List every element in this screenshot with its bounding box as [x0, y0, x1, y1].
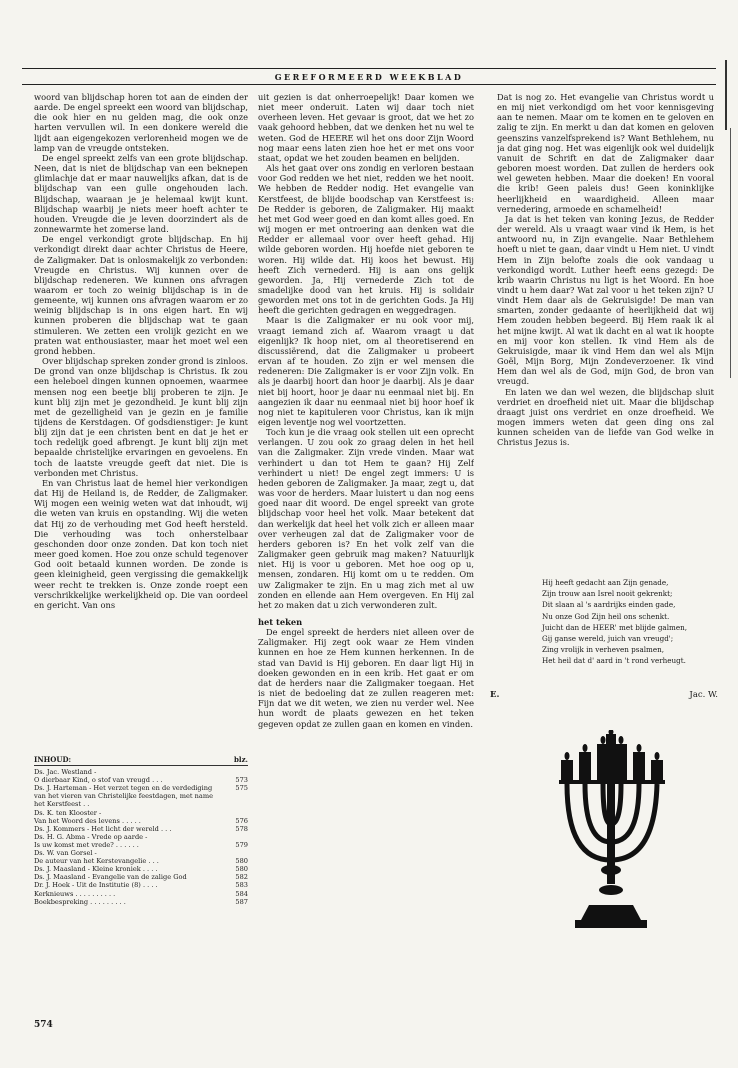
col1-paragraph: De engel verkondigt grote blijdschap. En hij verkondigt direkt daar achter Christus de Heere, de Zaligmaker. Dat is onlosmakelijk zo verbonden: Vreugde en Christus. Wij kunnen over de blijdschap redeneren. We kunnen ons afvragen waarom er toch zo weinig blijdschap is in de gemeente, wij kunnen ons afvragen waarom er zo weinig blijdschap is in ons eigen hart. En wij kunnen proberen die blijdschap wat te gaan stimuleren. We zetten een vrolijk gezicht en we praten wat enthousiaster, maar het moet wel een grond hebben. [34, 234, 248, 356]
margin-rule [730, 128, 731, 378]
toc-entry-page: 582 [235, 873, 248, 882]
toc-entry [34, 881, 248, 889]
running-header: GEREFORMEERD WEEKBLAD [274, 72, 464, 82]
candle-1 [561, 760, 573, 780]
toc-entry-title: Boekbespreking . . . . . . . . . [34, 897, 126, 906]
col2-paragraph: uit gezien is dat onherroepelijk! Daar komen we niet meer onderuit. Laten wij daar toch niet overheen leven. Het gevaar is groot, dat we het zo vaak gehoord hebben, dat we denken het nu wel te weten. God de HEERE wil het ons door Zijn Woord nog maar eens laten zien hoe het er met ons voor staat, opdat we het zouden beamen en belijden. [258, 92, 474, 163]
col3-paragraph: Dat is nog zo. Het evangelie van Christus wordt u en mij niet verkondigd om het voor kennisgeving aan te nemen. Maar om te komen en te geloven en zalig te zijn. En merkt u dan dat komen en geloven geenszins vanzelfsprekend is? Want Bethlehem, nu ja dat ging nog. Het was eigenlijk ook wel duidelijk vanuit de Schrift en dat de Zaligmaker daar geboren moest worden. Dat zullen de herders ook wel geweten hebben. Maar die doeken! En vooral die krib! Geen paleis dus! Geen koninklijke heerlijkheid en waardigheid. Alleen maar vernedering, armoede en schamelheid! [497, 92, 714, 214]
candle-4 [615, 744, 627, 780]
toc-entry-page [230, 809, 248, 817]
toc-entry-title: Van het Woord des levens . . . . . [34, 816, 141, 825]
candle-6 [651, 760, 663, 780]
column-left [34, 92, 248, 728]
toc-entry-title: Ds. J. Maasland - Evangelie van de zalige God [34, 873, 187, 882]
toc-entry-page: 580 [235, 857, 248, 866]
toc-entry [34, 857, 248, 865]
toc-entry [34, 784, 248, 808]
toc-entry-title: O dierbaar Kind, o stof van vreugd . . . [34, 776, 163, 785]
toc-entry-title: Ds. J. Maasland - Kleine kroniek . . . . [34, 865, 158, 874]
toc-entry [34, 841, 248, 849]
poem-line: Het heil dat d' aard in 't rond verheugt. [542, 656, 686, 666]
author-initials: Jac. W. [689, 690, 718, 700]
toc-entry [34, 873, 248, 881]
toc-entry [34, 809, 248, 817]
col3-paragraph: En laten we dan wel wezen, die blijdschap sluit verdriet en droefheid niet uit. Maar die blijdschap draagt juist ons verdriet en onze droefheid. We mogen immers weten dat geen ding ons zal kunnen scheiden van de liefde van God welke in Christus Jezus is. [497, 386, 714, 448]
toc-entry [34, 865, 248, 873]
toc-heading: INHOUD: [34, 755, 72, 764]
end-mark: E. [490, 690, 500, 700]
toc-entry-page: 579 [235, 840, 248, 849]
toc-entry-title: Ds. H. G. Abma - Vrede op aarde - [34, 832, 148, 841]
toc-entry-page: 583 [235, 881, 248, 890]
column-middle [258, 92, 474, 852]
toc-entry-title: Ds. K. ten Klooster - [34, 808, 102, 817]
col1-paragraph: woord van blijdschap horen tot aan de einden der aarde. De engel spreekt een woord van blijdschap, die ook hier en nu gelden mag, die ook onze harten vervullen wil. In een donkere wereld die lijdt aan eigengekozen verlorenheid mogen we de lamp van de vreugde ontsteken. [34, 92, 248, 153]
article-signature [490, 690, 718, 700]
toc-entry-title: De auteur van het Kerstevangelie . . . [34, 857, 159, 866]
toc-entry-page: 573 [235, 776, 248, 785]
candle-center [606, 734, 616, 780]
toc-entries [34, 768, 248, 906]
toc-entry-title: Dr. J. Hoek - Uit de Institutie (8) . . . . [34, 881, 158, 890]
toc-entry [34, 825, 248, 833]
subheading-het-teken: het teken [258, 616, 303, 627]
poem-line: Juicht dan de HEER' met blijde galmen, [542, 622, 687, 632]
psalm-verse [542, 577, 687, 667]
col3-paragraph: Ja dat is het teken van koning Jezus, de Redder der wereld. Als u vraagt waar vind ik Hem, is het antwoord nu, in Zijn evangelie. Naar Bethlehem hoeft u niet te gaan, daar vindt u Hem niet. U vindt Hem in Zijn belofte zoals die ook vandaag u verkondigd wordt. Luther heeft eens gezegd: De krib waarin Christus nu ligt is het Woord. En hoe vindt u hem daar? Wat zal voor u het teken zijn? U vindt Hem daar als de Gekruisigde! De man van smarten, zonder gedaante of heerlijkheid dat wij Hem zouden hebben begeerd. Bij Hem raak ik al het mijne kwijt. Al wat ik dacht en al wat ik hoopte en mij voor kon stellen. Ik vind Hem als de Gekruisigde, maar ik vind Hem dan wel als Mijn Goël, Mijn Borg, Mijn Zondeverzoener. Ik vind Hem dan wel als de God, mijn God, de bron van vreugd. [497, 213, 714, 387]
toc-entry [34, 849, 248, 857]
header-top-rule [22, 68, 716, 69]
col2-paragraph: Als het gaat over ons zondig en verloren bestaan voor God redden we het niet, redden we het nooit. We hebben de Redder nodig. Het evangelie van Kerstfeest, de blijde boodschap van Kerstfeest is: De Redder is geboren, de Zaligmaker. Hij maakt het met God weer goed en dan komt alles goed. En wij mogen er met ontroering aan denken wat die Redder er allemaal voor over heeft gehad. Hij wilde geboren worden. Hij hoefde niet geboren te woren. Hij wilde dat. Hij koos het bewust. Hij heeft Zich vernederd. Hij is aan ons gelijk geworden. Ja, Hij vernederde Zich tot de smadelijke dood van het kruis. Hij is solidair geworden met ons tot in de gerichten Gods. Ja Hij heeft die gerichten gedragen en weggedragen. [258, 163, 474, 316]
toc-entry [34, 768, 248, 776]
toc-entry-page: 576 [235, 816, 248, 825]
header-bottom-rule [22, 84, 716, 85]
toc-entry [34, 890, 248, 898]
poem-line: Dit slaan al 's aardrijks einden gade, [542, 600, 676, 610]
toc-entry [34, 898, 248, 906]
toc-entry-page: 580 [235, 865, 248, 874]
col1-paragraph: En van Christus laat de hemel hier verkondigen dat Hij de Heiland is, de Redder, de Zaligmaker. Wij mogen een weinig weten wat dat inhoudt, wij die weten van kruis en opstanding. Wij die weten dat Hij zo de verhouding met God heeft hersteld. Die verhouding was toch onherstelbaar geschonden door onze zonden. Dat kon toch niet meer goed komen. Hoe zou onze schuld tegenover God ooit betaald kunnen worden. De zonde is geen kleinigheid, geen vergissing die gemakkelijk weer recht te trekken is. Onze zonde roept een verschrikkelijke werkelijkheid op. Die van oordeel en gericht. Van ons [34, 477, 248, 610]
col2-paragraph: Toch kun je die vraag ook stellen uit een oprecht verlangen. U zou ook zo graag delen in het heil van die Zaligmaker. Zijn vrede vinden. Maar wat verhindert u dan tot Hem te gaan? Hij Zelf verhindert u niet! De engel zegt immers: U is heden geboren de Zaligmaker. Ja maar, zegt u, dat was voor de herders. Maar luistert u dan nog eens goed naar dit woord. De engel spreekt van grote blijdschap voor heel het volk. Maar betekent dat dan werkelijk dat heel het volk zich er alleen maar over verheugen zal dat de Zaligmaker voor de herders geboren is? En het volk zelf van die Zaligmaker geen gebruik mag maken? Natuurlijk niet. Hij is voor u geboren. Met hoe oog op u, mensen, zondaren. Hij komt om u te redden. Om uw Zaligmaker te zijn. En u mag zich met al uw zonden en ellende aan Hem overgeven. En Hij zal het zo maken dat u zich verwonderen zult. [258, 427, 474, 610]
table-of-contents [34, 756, 248, 906]
col2-paragraph: Maar is die Zaligmaker er nu ook voor mij, vraagt iemand zich af. Waarom vraagt u dat eigenlijk? Ik hoop niet, om al theoretiserend en discussiërend, dat die Zaligmaker u probeert ervan af te houden. Zo zijn er wel mensen die redeneren: Die Zaligmaker is er voor Zijn volk. En als je daarbij hoort dan hoor je daarbij. Als je daar niet bij hoort, hoor je daar nu eenmaal niet bij. En aangezien ik daar nu eenmaal niet bij hoor hoef ik nog niet te kapituleren voor Christus, kan ik mijn eigen leventje nog wel voortzetten. [258, 315, 474, 427]
toc-entry-page: 584 [235, 889, 248, 898]
column-right [497, 92, 714, 567]
poem-line: Zijn trouw aan Isrel nooit gekrenkt; [542, 589, 673, 599]
candle-5 [633, 752, 645, 780]
toc-entry-title: Ds. J. Harteman - Het verzet tegen en de verdediging van het vieren van Christelijke feestdagen, met name het Kerstfeest . . [34, 784, 213, 809]
toc-entry-page [230, 768, 248, 776]
toc-entry-title: Ds. Jac. Westland - [34, 768, 97, 777]
toc-entry-title: Ds. J. Kommers - Het licht der wereld . . . [34, 824, 172, 833]
page-number: 574 [34, 1020, 53, 1030]
poem-line: Hij heeft gedacht aan Zijn genade, [542, 578, 669, 587]
toc-entry [34, 776, 248, 784]
toc-entry-page: 575 [235, 784, 248, 793]
col1-paragraph: Over blijdschap spreken zonder grond is zinloos. De grond van onze blijdschap is Christus. Ik zou een heleboel dingen kunnen opnoemen, waarmee mensen nog een beetje blij proberen te zijn. Je kunt blij zijn met je gezondheid. Je kunt blij zijn met de gezelligheid van je gezin en je familie tijdens de Kerstdagen. Of godsdienstiger: Je kunt blij zijn dat je een christen bent en dat je het er toch redelijk goed afbrengt. Je kunt blij zijn met bepaalde christelijke ervaringen en gevoelens. En toch de laatste vreugde geeft dat niet. Die is verbonden met Christus. [34, 356, 248, 478]
toc-entry [34, 817, 248, 825]
poem-line: Nu onze God Zijn heil ons schenkt. [542, 611, 670, 621]
toc-page-label: blz. [234, 755, 248, 764]
toc-entry-title: Ds. W. van Gorsel - [34, 849, 97, 858]
poem-line: Gij ganse wereld, juich van vreugd'; [542, 634, 674, 644]
toc-entry-title: Kerknieuws . . . . . . . . . . [34, 889, 116, 898]
toc-entry [34, 833, 248, 841]
toc-entry-page: 578 [235, 824, 248, 833]
col2-paragraph: De engel spreekt de herders niet alleen over de Zaligmaker. Hij zegt ook waar ze Hem vinden kunnen en hoe ze Hem kunnen herkennen. In de stad van David is Hij geboren. En daar ligt Hij in doeken gewonden en in een krib. Het gaat er om dat de herders naar die Zaligmaker toegaan. Het is niet de bedoeling dat ze zullen reageren met: Fijn dat we dit weten, we zien nu verder wel. Nee hun wordt de plaats gewezen en het teken gegeven opdat ze zullen gaan en komen en vinden. [258, 627, 474, 729]
col1-paragraph: De engel spreekt zelfs van een grote blijdschap. Neen, dat is niet de blijdschap van een beknepen glimlachje dat er maar nauwelijks afkan, dat is de blijdschap van een gulle ongehouden lach. Blijdschap, waaraan je je helemaal kwijt kunt. Blijdschap waarbij je niets meer hoeft achter te houden. Vreugde die je leven doorzindert als de zonnewarmte het zomerse land. [34, 152, 248, 235]
toc-entry-page [230, 833, 248, 841]
toc-entry-page [230, 849, 248, 857]
poem-line: Zing vrolijk in verheven psalmen, [542, 645, 665, 655]
candle-2 [579, 752, 591, 780]
toc-header [34, 756, 248, 766]
binding-edge-mark [725, 60, 727, 130]
toc-entry-title: Is uw komst met vrede? . . . . . . [34, 840, 139, 849]
toc-entry-page: 587 [235, 897, 248, 906]
menorah-illustration [519, 730, 701, 940]
